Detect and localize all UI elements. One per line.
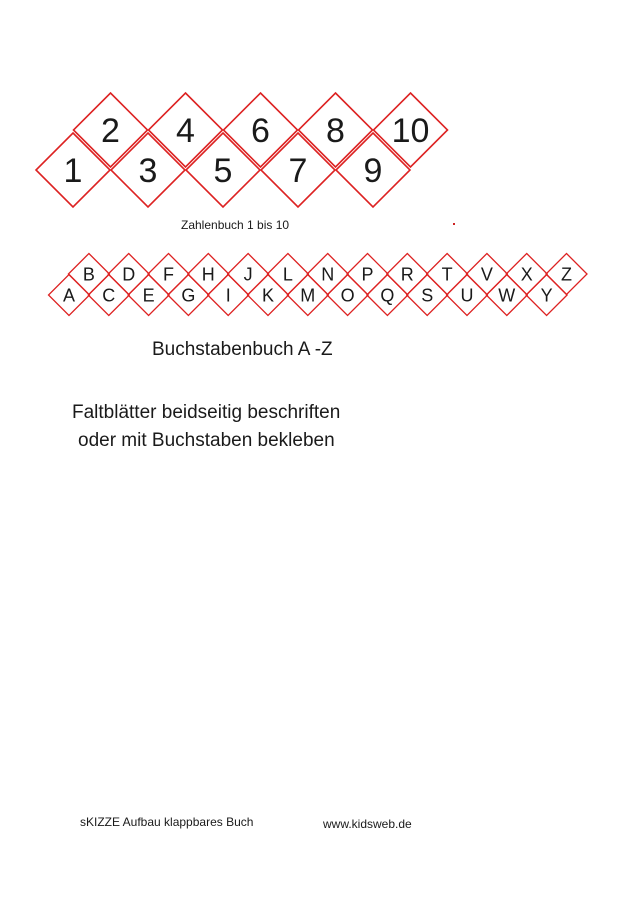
letter-label: P bbox=[361, 264, 374, 285]
number-book-caption: Zahlenbuch 1 bis 10 bbox=[181, 218, 290, 232]
letter-label: E bbox=[142, 285, 155, 306]
number-label: 6 bbox=[251, 112, 270, 151]
number-book-diamonds bbox=[36, 93, 448, 207]
letter-label: C bbox=[102, 285, 116, 306]
letter-label: R bbox=[400, 264, 414, 285]
letter-label: J bbox=[243, 264, 253, 285]
letter-label: S bbox=[421, 285, 434, 306]
number-label: 8 bbox=[326, 112, 345, 151]
instruction-line-2: oder mit Buchstaben bekleben bbox=[78, 430, 335, 451]
number-label: 2 bbox=[101, 112, 120, 151]
number-label: 7 bbox=[288, 152, 308, 191]
letter-label: F bbox=[163, 264, 174, 285]
letter-label: B bbox=[82, 264, 95, 285]
letter-label: T bbox=[441, 264, 453, 285]
letter-label: M bbox=[300, 285, 316, 306]
letter-label: I bbox=[225, 285, 231, 306]
letter-book-caption: Buchstabenbuch A -Z bbox=[152, 339, 333, 360]
letter-label: U bbox=[460, 285, 474, 306]
letter-label: G bbox=[181, 285, 196, 306]
number-label: 3 bbox=[138, 152, 158, 191]
number-label: 10 bbox=[391, 112, 430, 151]
letter-book-diamonds bbox=[49, 254, 588, 316]
footer-title: sKIZZE Aufbau klappbares Buch bbox=[80, 815, 254, 829]
footer-website: www.kidsweb.de bbox=[323, 817, 412, 831]
letter-label: O bbox=[340, 285, 355, 306]
letter-label: K bbox=[261, 285, 275, 306]
number-label: 5 bbox=[213, 152, 233, 191]
letter-label: Y bbox=[540, 285, 553, 306]
letter-label: Z bbox=[561, 264, 572, 285]
number-label: 4 bbox=[176, 112, 195, 151]
red-dot-mark bbox=[453, 223, 455, 225]
instruction-line-1: Faltblätter beidseitig beschriften bbox=[72, 402, 341, 423]
number-label: 1 bbox=[63, 152, 83, 191]
letter-label: W bbox=[498, 285, 516, 306]
letter-label: D bbox=[122, 264, 136, 285]
letter-label: Q bbox=[380, 285, 395, 306]
letter-label: V bbox=[480, 264, 493, 285]
letter-label: X bbox=[520, 264, 533, 285]
letter-label: A bbox=[62, 285, 76, 306]
letter-label: N bbox=[321, 264, 335, 285]
letter-label: L bbox=[282, 264, 293, 285]
number-label: 9 bbox=[363, 152, 383, 191]
letter-label: H bbox=[201, 264, 215, 285]
